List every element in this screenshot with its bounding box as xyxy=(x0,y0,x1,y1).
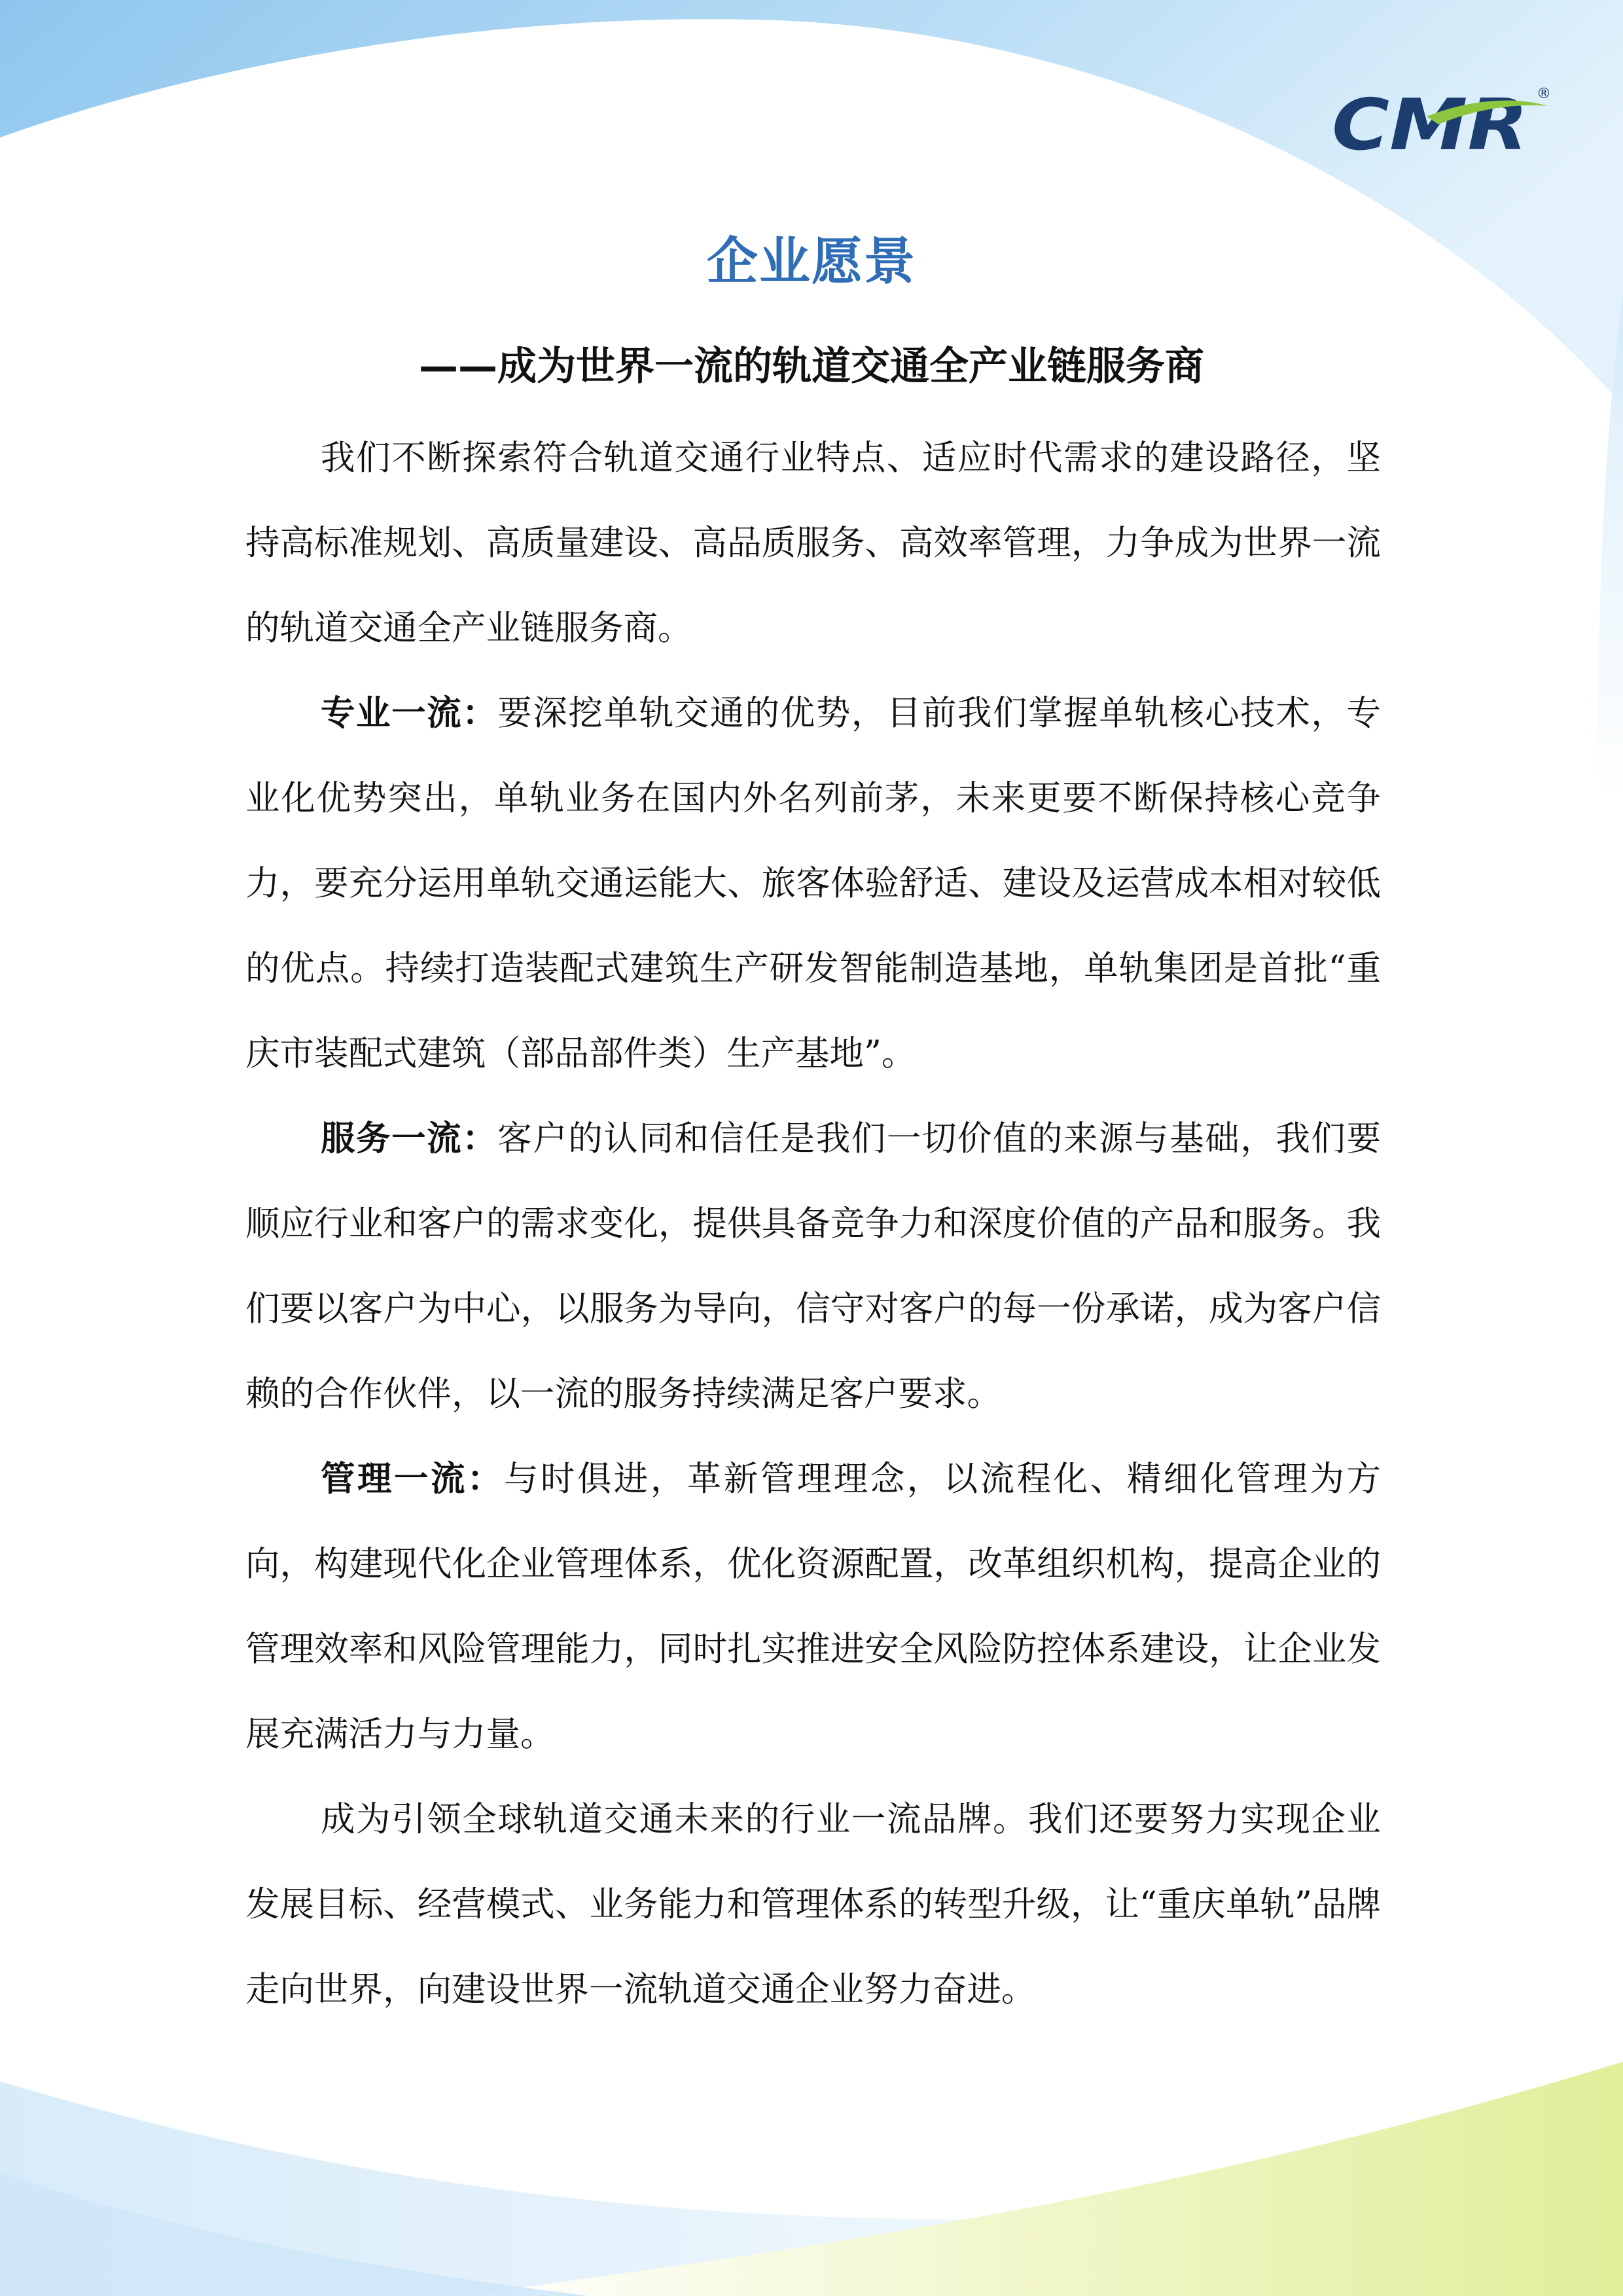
paragraph-intro xyxy=(245,416,1381,671)
paragraph-lead: 服务一流： xyxy=(321,1119,498,1158)
page-subtitle: ——成为世界一流的轨道交通全产业链服务商 xyxy=(419,344,1204,389)
paragraph-text: 要深挖单轨交通的优势，目前我们掌握单轨核心技术，专业化优势突出，单轨业务在国内外名列前茅，未来更要不断保持核心竞争力，要充分运用单轨交通运能大、旅客体验舒适、建设及运营成本相对较低的优点。持续打造装配式建筑生产研发智能制造基地，单轨集团是首批“重庆市装配式建筑（部品部件类）生产基地”。 xyxy=(245,693,1381,1073)
paragraph-lead: 管理一流： xyxy=(321,1459,504,1499)
paragraph-professional xyxy=(245,671,1381,1096)
article-body xyxy=(245,416,1381,2032)
paragraph-text: 与时俱进，革新管理理念，以流程化、精细化管理为方向，构建现代化企业管理体系，优化资源配置，改革组织机构，提高企业的管理效率和风险管理能力，同时扎实推进安全风险防控体系建设，让企业发展充满活力与力量。 xyxy=(245,1459,1381,1754)
paragraph-text: 客户的认同和信任是我们一切价值的来源与基础，我们要顺应行业和客户的需求变化，提供具备竞争力和深度价值的产品和服务。我们要以客户为中心，以服务为导向，信守对客户的每一份承诺，成为客户信赖的合作伙伴，以一流的服务持续满足客户要求。 xyxy=(245,1119,1381,1414)
paragraph-service xyxy=(245,1096,1381,1437)
paragraph-lead: 专业一流： xyxy=(321,693,498,733)
paragraph-management xyxy=(245,1437,1381,1777)
paragraph-brand xyxy=(245,1777,1381,2032)
registered-mark: ® xyxy=(1537,86,1551,102)
cmr-logo xyxy=(1329,79,1551,164)
paragraph-text: 我们不断探索符合轨道交通行业特点、适应时代需求的建设路径，坚持高标准规划、高质量建设、高品质服务、高效率管理，力争成为世界一流的轨道交通全产业链服务商。 xyxy=(245,438,1381,648)
right-light-wash xyxy=(1598,295,1623,1309)
paragraph-text: 成为引领全球轨道交通未来的行业一流品牌。我们还要努力实现企业发展目标、经营模式、业务能力和管理体系的转型升级，让“重庆单轨”品牌走向世界，向建设世界一流轨道交通企业努力奋进。 xyxy=(245,1799,1381,2009)
cmr-logo-text: CMR xyxy=(1332,84,1528,164)
page-title: 企业愿景 xyxy=(706,232,916,291)
